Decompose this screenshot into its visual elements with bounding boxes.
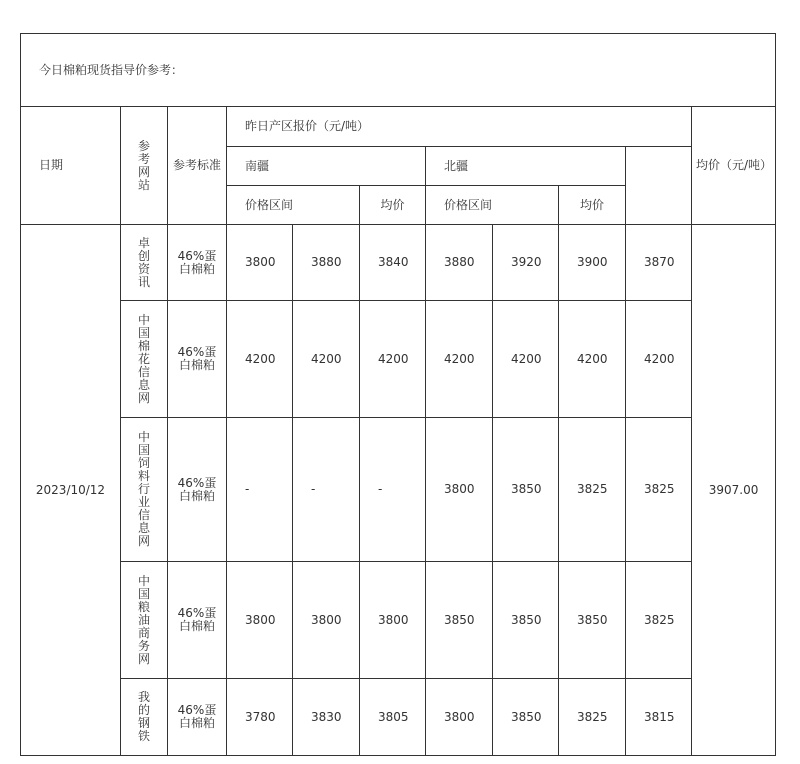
table-title: 今日棉粕现货指导价参考： bbox=[21, 34, 776, 107]
north-high-cell: 3850 bbox=[493, 679, 559, 756]
north-high-cell: 3920 bbox=[493, 225, 559, 301]
header-date: 日期 bbox=[21, 107, 121, 225]
south-low-cell: 3800 bbox=[227, 562, 293, 679]
price-table bbox=[20, 33, 776, 756]
north-avg-cell: 3825 bbox=[559, 418, 626, 562]
site-cell: 中 国 饲 料 行 业 信 息 网 bbox=[121, 418, 168, 562]
north-low-cell: 3850 bbox=[426, 562, 493, 679]
site-cell: 中 国 棉 花 信 息 网 bbox=[121, 301, 168, 418]
table-row bbox=[21, 418, 776, 562]
header-site: 参 考 网 站 bbox=[121, 107, 168, 225]
site-cell: 卓 创 资 讯 bbox=[121, 225, 168, 301]
header-overall-avg: 均价（元/吨） bbox=[692, 107, 776, 225]
north-avg-cell: 3850 bbox=[559, 562, 626, 679]
header-north-avg: 均价 bbox=[559, 186, 626, 225]
south-low-cell: - bbox=[227, 418, 293, 562]
table-row bbox=[21, 562, 776, 679]
overall-avg-cell: 3815 bbox=[626, 679, 692, 756]
overall-avg-cell: 3870 bbox=[626, 225, 692, 301]
overall-avg-cell: 4200 bbox=[626, 301, 692, 418]
north-low-cell: 4200 bbox=[426, 301, 493, 418]
standard-cell: 46%蛋白棉粕 bbox=[168, 418, 227, 562]
header-north: 北疆 bbox=[426, 147, 626, 186]
standard-cell: 46%蛋白棉粕 bbox=[168, 562, 227, 679]
overall-avg-cell: 3825 bbox=[626, 562, 692, 679]
north-avg-cell: 3825 bbox=[559, 679, 626, 756]
north-high-cell: 3850 bbox=[493, 562, 559, 679]
site-cell: 我 的 钢 铁 bbox=[121, 679, 168, 756]
table-row bbox=[21, 225, 776, 301]
south-avg-cell: - bbox=[360, 418, 426, 562]
header-yesterday-price: 昨日产区报价（元/吨） bbox=[227, 107, 692, 147]
south-low-cell: 4200 bbox=[227, 301, 293, 418]
north-low-cell: 3880 bbox=[426, 225, 493, 301]
south-high-cell: 4200 bbox=[293, 301, 360, 418]
south-avg-cell: 4200 bbox=[360, 301, 426, 418]
south-low-cell: 3800 bbox=[227, 225, 293, 301]
south-high-cell: 3830 bbox=[293, 679, 360, 756]
south-avg-cell: 3805 bbox=[360, 679, 426, 756]
north-avg-cell: 4200 bbox=[559, 301, 626, 418]
standard-cell: 46%蛋白棉粕 bbox=[168, 679, 227, 756]
site-cell: 中 国 粮 油 商 务 网 bbox=[121, 562, 168, 679]
overall-avg-cell: 3825 bbox=[626, 418, 692, 562]
header-standard: 参考标准 bbox=[168, 107, 227, 225]
header-south-range: 价格区间 bbox=[227, 186, 360, 225]
south-low-cell: 3780 bbox=[227, 679, 293, 756]
south-avg-cell: 3800 bbox=[360, 562, 426, 679]
today-price-cell: 3907.00 bbox=[692, 225, 776, 756]
header-south: 南疆 bbox=[227, 147, 426, 186]
south-high-cell: 3880 bbox=[293, 225, 360, 301]
table-row bbox=[21, 679, 776, 756]
date-cell: 2023/10/12 bbox=[21, 225, 121, 756]
standard-cell: 46%蛋白棉粕 bbox=[168, 301, 227, 418]
south-high-cell: 3800 bbox=[293, 562, 360, 679]
north-low-cell: 3800 bbox=[426, 679, 493, 756]
header-south-avg: 均价 bbox=[360, 186, 426, 225]
south-avg-cell: 3840 bbox=[360, 225, 426, 301]
north-high-cell: 3850 bbox=[493, 418, 559, 562]
header-north-range: 价格区间 bbox=[426, 186, 559, 225]
north-avg-cell: 3900 bbox=[559, 225, 626, 301]
north-low-cell: 3800 bbox=[426, 418, 493, 562]
standard-cell: 46%蛋白棉粕 bbox=[168, 225, 227, 301]
table-row bbox=[21, 301, 776, 418]
north-high-cell: 4200 bbox=[493, 301, 559, 418]
south-high-cell: - bbox=[293, 418, 360, 562]
